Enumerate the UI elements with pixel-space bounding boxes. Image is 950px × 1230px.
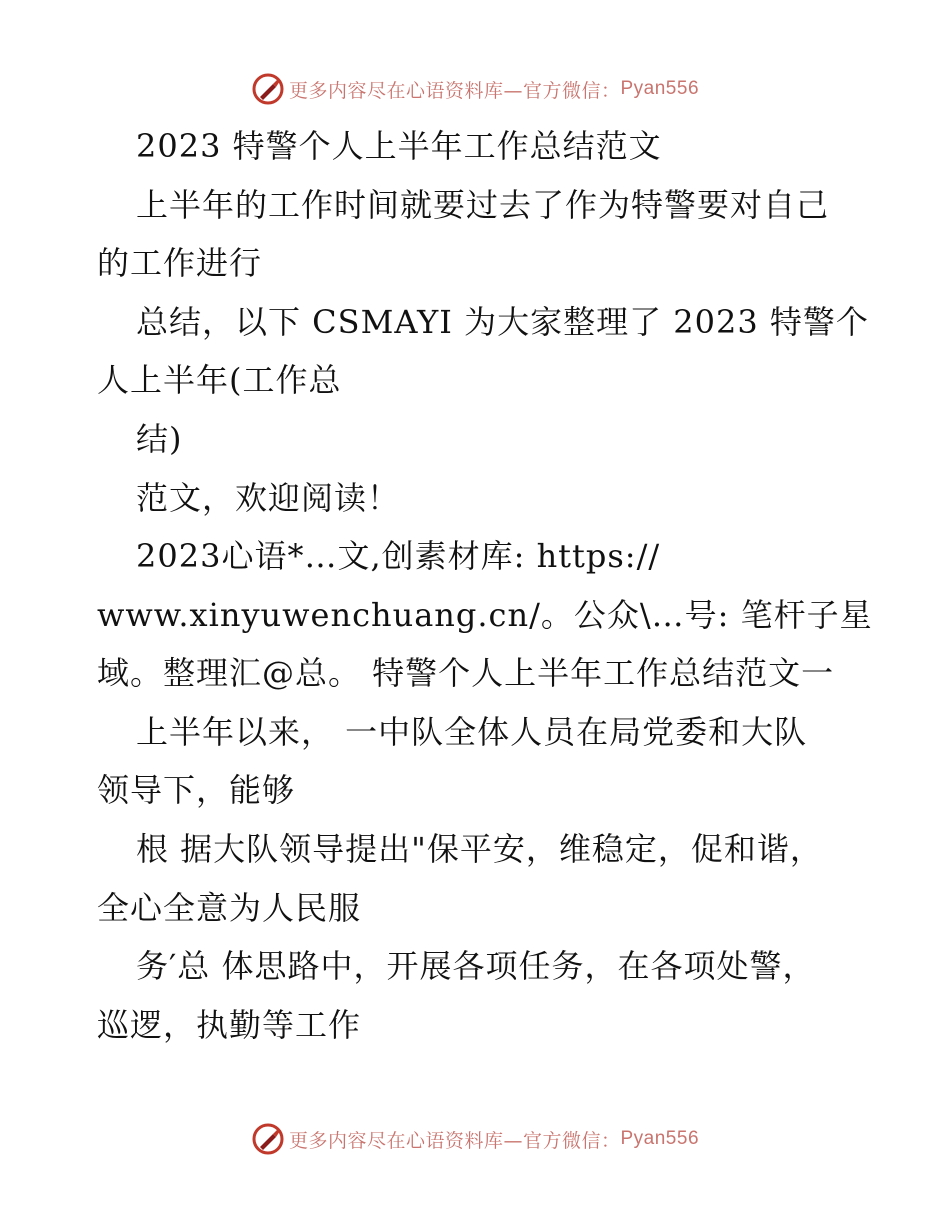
pen-nib-seal-icon [251,72,285,106]
paragraph-line: 巡逻，执勤等工作 [97,1006,362,1044]
watermark-wechat-id: Pyan556 [620,78,700,99]
paragraph-line: 根 据大队领导提出"保平安，维稳定，促和谐， [136,830,823,868]
paragraph-line: 范文，欢迎阅读！ [136,479,401,517]
document-title: 2023 特警个人上半年工作总结范文 [136,127,662,165]
paragraph-line: 域。整理汇@总。 特警个人上半年工作总结范文一 [97,654,835,692]
paragraph-line: 结) [136,420,183,458]
paragraph-line: 领导下，能够 [97,771,296,809]
header-watermark [0,72,950,106]
watermark-text: 更多内容尽在心语资料库—官方微信： [288,1129,621,1152]
paragraph-line: 上半年的工作时间就要过去了作为特警要对自己 [136,186,830,224]
pen-nib-seal-icon [251,1122,285,1156]
paragraph-line: 总结，以下 CSMAYI 为大家整理了 2023 特警个 [136,303,869,341]
paragraph-line: 全心全意为人民服 [97,889,362,927]
paragraph-line: 的工作进行 [97,244,263,282]
footer-watermark [0,1122,950,1156]
paragraph-line: 人上半年(工作总 [97,361,342,399]
paragraph-line: www.xinyuwenchuang.cn/。公众\…号: 笔杆子星 [97,596,873,634]
watermark-wechat-id: Pyan556 [620,1128,700,1149]
paragraph-line: 务′总 体思路中，开展各项任务，在各项处警， [136,947,816,985]
paragraph-line: 2023心语*…文,创素材库: https:// [136,537,661,575]
watermark-text: 更多内容尽在心语资料库—官方微信： [288,79,621,102]
paragraph-line: 上半年以来， 一中队全体人员在局党委和大队 [136,713,808,751]
